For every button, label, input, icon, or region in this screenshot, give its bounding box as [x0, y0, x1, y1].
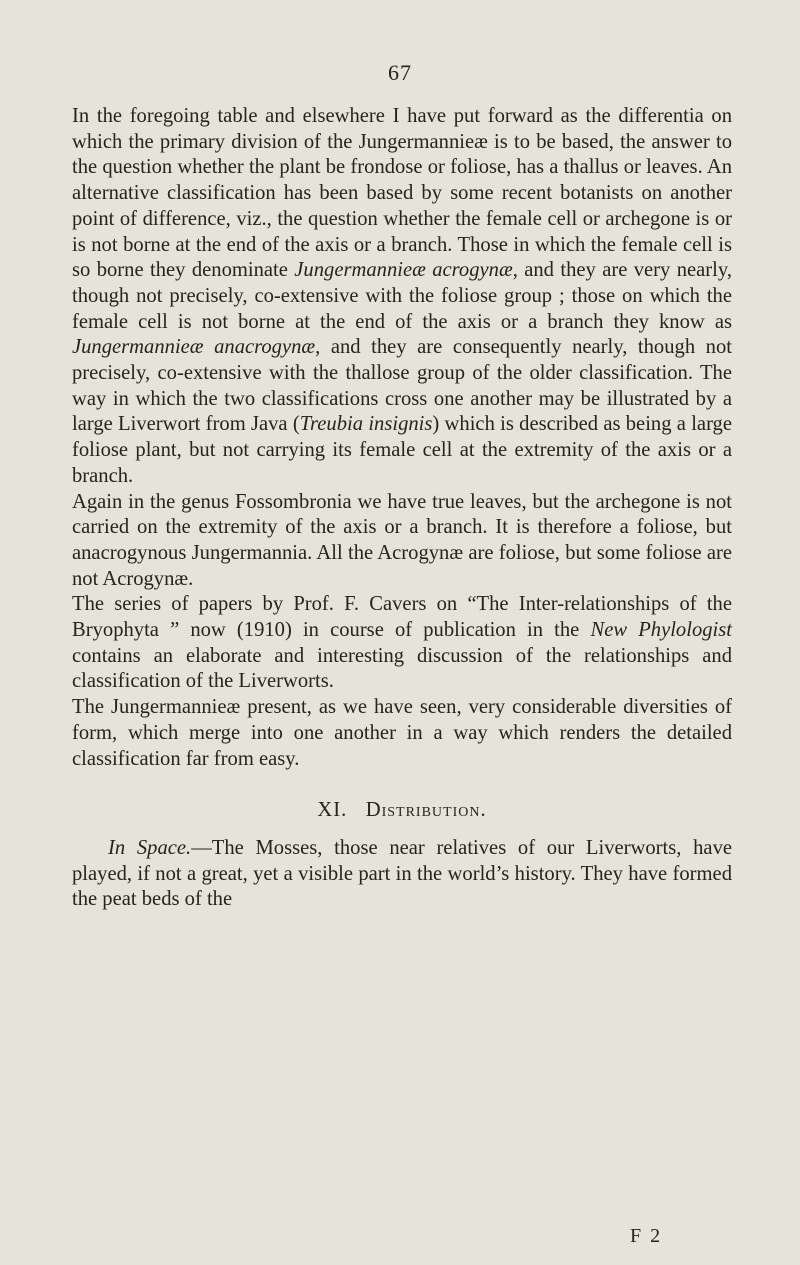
page-number: 67	[388, 60, 412, 85]
text-run: , and they are very nearly, though not precisely, co-extensive with the foliose group ; those on which the female cell is not borne at the end of the axis or a branch they know as	[72, 259, 732, 333]
paragraph-4	[72, 695, 732, 772]
text-run: The series of papers by Prof. F. Cavers on “The Inter-relationships of the Bryophyta ” now (1910) in course of publication in the	[72, 593, 732, 642]
italic-text: Treubia insignis	[299, 413, 433, 436]
section-title: Distribution.	[365, 799, 487, 822]
italic-text: In Space.	[108, 836, 192, 859]
section-heading	[72, 798, 732, 824]
italic-text: Jungermannieæ anacrogynæ	[72, 336, 316, 359]
italic-text: Jungermannieæ acrogynæ	[294, 259, 513, 282]
text-run: contains an elaborate and interesting discussion of the relationships and classification of the Liverworts.	[72, 644, 732, 693]
text-run: Again in the genus Fossombronia we have true leaves, but the archegone is not carried on the extremity of the axis or a branch. It is therefore a foliose, but anacrogynous Jungermannia. All the Acrogynæ are foliose, but some foliose are not Acrogynæ.	[72, 490, 732, 590]
text-run: In the foregoing table and elsewhere I have put forward as the differentia on which the primary division of the Jungermannieæ is to be based, the answer to the question whether the plant be frondose or foliose, has a thallus or leaves. An alternative classification has been based by some recent botanists on another point of difference, viz., the question whether the female cell or archegone is or is not borne at the end of the axis or a branch. Those in which the female cell is so borne they denominate	[72, 105, 732, 282]
text-run: —The Mosses, those near relatives of our Liverworts, have played, if not a great, yet a visible part in the world’s history. They have formed the peat beds of the	[72, 836, 733, 911]
text-run: , and they are consequently nearly, though not precisely, co-extensive with the thallose group of the older classification. The way in which the two classifications cross one another may be illustrated by a large Liverwort from Java (	[72, 336, 732, 436]
paragraph-2	[72, 490, 732, 593]
section-numeral: XI.	[317, 799, 348, 822]
paragraph-section-intro	[72, 836, 732, 913]
signature-mark: F 2	[630, 1225, 663, 1247]
text-run: ) which is described as being a large foliose plant, but not carrying its female cell at the extremity of the axis or a branch.	[72, 413, 732, 487]
text-run: The Jungermannieæ present, as we have seen, very considerable diversities of form, which merge into one another in a way which renders the detailed classification far from easy.	[72, 696, 732, 770]
italic-text: New Phylologist	[590, 619, 732, 642]
body-text	[72, 104, 732, 913]
paragraph-1	[72, 104, 732, 490]
paragraph-3	[72, 592, 732, 695]
